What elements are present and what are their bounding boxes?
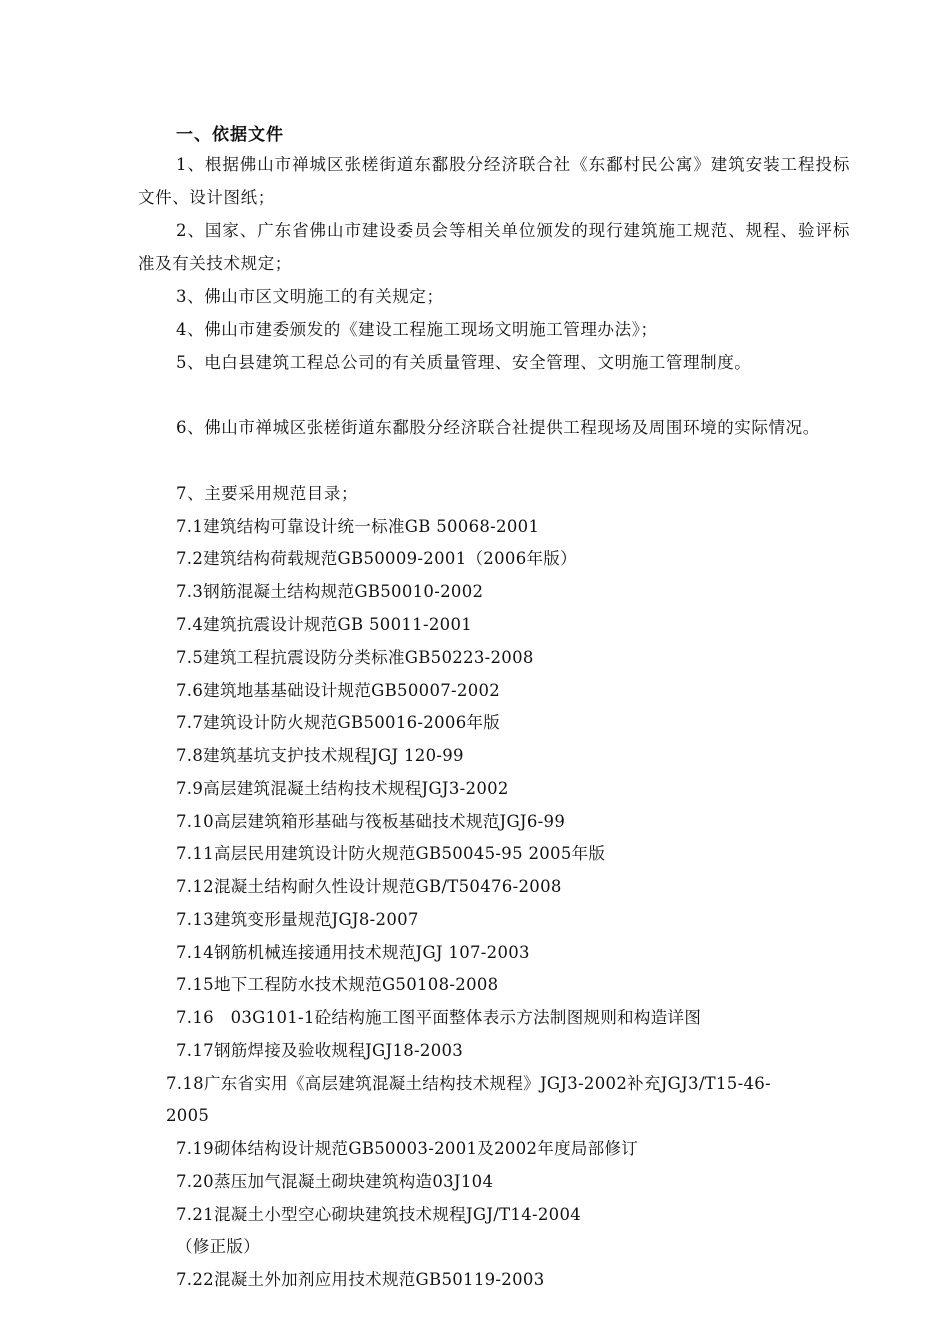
standard-item: 7.20蒸压加气混凝土砌块建筑构造03J104 xyxy=(176,1172,494,1191)
basis-item-3: 3、佛山市区文明施工的有关规定； xyxy=(176,287,444,306)
standard-item: 7.5建筑工程抗震设防分类标准GB50223-2008 xyxy=(176,648,534,667)
standard-item: 7.17钢筋焊接及验收规程JGJ18-2003 xyxy=(176,1041,464,1060)
standard-item: 7.16 03G101-1砼结构施工图平面整体表示方法制图规则和构造详图 xyxy=(176,1008,702,1027)
basis-item-2: 2、国家、广东省佛山市建设委员会等相关单位颁发的现行建筑施工规范、规程、验评标准及有关技术规定； xyxy=(138,221,850,273)
standard-item-continuation: （修正版） xyxy=(176,1237,260,1256)
standard-item: 7.7建筑设计防火规范GB50016-2006年版 xyxy=(176,713,501,732)
basis-item-4: 4、佛山市建委颁发的《建设工程施工现场文明施工管理办法》； xyxy=(176,320,658,339)
standard-item: 7.18广东省实用《高层建筑混凝土结构技术规程》JGJ3-2002补充JGJ3/T15-46- xyxy=(166,1074,771,1093)
standard-item: 7.19砌体结构设计规范GB50003-2001及2002年度局部修订 xyxy=(176,1139,639,1158)
standard-item: 7.4建筑抗震设计规范GB 50011-2001 xyxy=(176,615,473,634)
standard-item: 7.1建筑结构可靠设计统一标准GB 50068-2001 xyxy=(176,517,540,536)
standard-item: 7.13建筑变形量规范JGJ8-2007 xyxy=(176,910,419,929)
section-heading: 一、依据文件 xyxy=(176,125,284,145)
standard-item: 7.3钢筋混凝土结构规范GB50010-2002 xyxy=(176,582,484,601)
standard-item: 7.6建筑地基基础设计规范GB50007-2002 xyxy=(176,681,501,700)
standard-item: 7.21混凝土小型空心砌块建筑技术规程JGJ/T14-2004 xyxy=(176,1205,582,1224)
basis-item-1: 1、根据佛山市禅城区张槎街道东鄱股分经济联合社《东鄱村民公寓》建筑安装工程投标文件、设计图纸； xyxy=(138,155,850,207)
standard-item: 7.11高层民用建筑设计防火规范GB50045-95 2005年版 xyxy=(176,844,606,863)
standard-item-continuation: 2005 xyxy=(166,1106,210,1125)
basis-item-7: 7、主要采用规范目录； xyxy=(176,484,359,503)
standard-item: 7.22混凝土外加剂应用技术规范GB50119-2003 xyxy=(176,1270,545,1289)
standard-item: 7.9高层建筑混凝土结构技术规程JGJ3-2002 xyxy=(176,779,509,798)
standard-item: 7.15地下工程防水技术规范G50108-2008 xyxy=(176,975,499,994)
standard-item: 7.14钢筋机械连接通用技术规范JGJ 107-2003 xyxy=(176,943,530,962)
basis-item-6: 6、佛山市禅城区张槎街道东鄱股分经济联合社提供工程现场及周围环境的实际情况。 xyxy=(176,418,820,437)
standard-item: 7.10高层建筑箱形基础与筏板基础技术规范JGJ6-99 xyxy=(176,812,566,831)
standard-item: 7.12混凝土结构耐久性设计规范GB/T50476-2008 xyxy=(176,877,562,896)
standard-item: 7.8建筑基坑支护技术规程JGJ 120-99 xyxy=(176,746,464,765)
standard-item: 7.2建筑结构荷载规范GB50009-2001（2006年版） xyxy=(176,549,577,568)
basis-item-5: 5、电白县建筑工程总公司的有关质量管理、安全管理、文明施工管理制度。 xyxy=(176,353,752,372)
